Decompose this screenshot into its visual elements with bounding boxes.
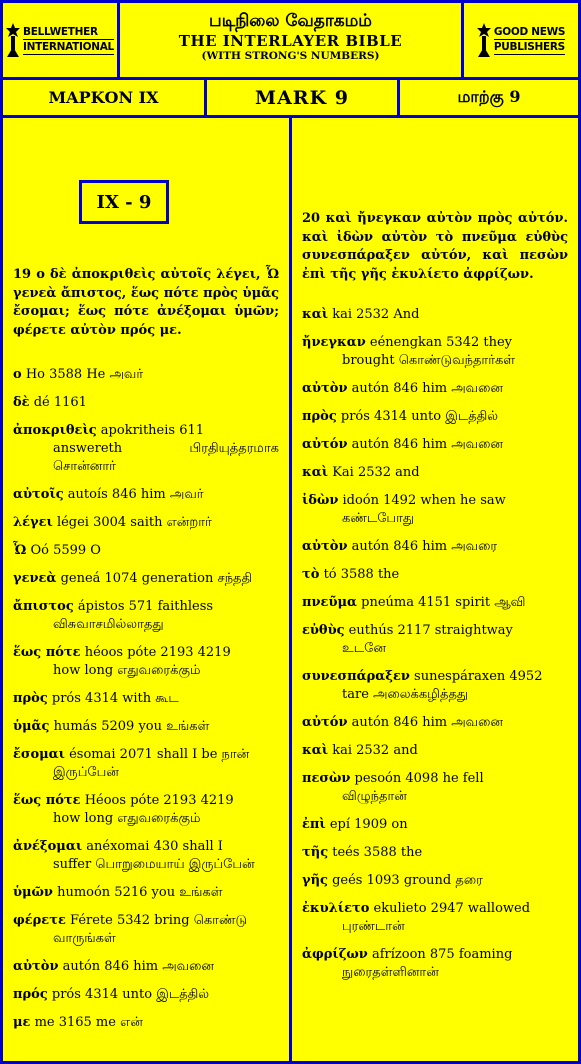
word-gloss: teés 3588 the: [332, 845, 423, 860]
greek-word: ἀποκριθεὶς: [13, 423, 97, 438]
word-gloss-continued: இருப்பேன்: [53, 765, 119, 780]
greek-word: ἰδὼν: [302, 493, 339, 508]
greek-word: αὐτοῖς: [13, 487, 64, 502]
word-gloss: apokritheis 611: [100, 423, 205, 438]
word-gloss: sunespáraxen 4952: [414, 669, 543, 684]
greek-word: ἄπιστος: [13, 599, 74, 614]
word-gloss: me 3165 me என்: [34, 1015, 143, 1030]
greek-word: γῆς: [302, 873, 328, 888]
word-gloss: légei 3004 saith என்றார்: [56, 515, 212, 530]
greek-word: αὐτὸν: [13, 959, 59, 974]
word-gloss: prós 4314 unto இடத்தில்: [340, 409, 499, 424]
word-gloss: autón 846 him அவனை: [351, 715, 504, 730]
word-entry: [13, 644, 279, 680]
word-gloss: Héoos póte 2193 4219: [84, 793, 234, 808]
good-news-logo-box: [464, 3, 578, 77]
word-entry: [302, 408, 568, 426]
greek-word: ἐπὶ: [302, 817, 326, 832]
word-entry: [13, 486, 279, 504]
right-word-list: [302, 306, 568, 982]
word-gloss: humoón 5216 you உங்கள்: [57, 885, 223, 900]
word-entry: [302, 436, 568, 454]
word-gloss: geés 1093 ground தரை: [332, 873, 483, 888]
word-gloss-continued: விழுந்தான்: [342, 789, 407, 804]
word-gloss: anéxomai 430 shall I: [86, 839, 223, 854]
greek-word: συνεσπάραξεν: [302, 669, 410, 684]
word-gloss: Kai 2532 and: [332, 465, 420, 480]
word-gloss: autón 846 him அவனை: [351, 381, 504, 396]
word-entry: [302, 946, 568, 982]
greek-word: ἤνεγκαν: [302, 335, 366, 350]
word-gloss: geneá 1074 generation சந்ததி: [60, 571, 253, 586]
word-gloss: tó 3588 the: [323, 567, 400, 582]
bellwether-logo-text: BELLWETHER INTERNATIONAL: [23, 26, 114, 53]
greek-word: πρός: [13, 987, 48, 1002]
word-entry: [302, 566, 568, 584]
word-entry: [13, 542, 279, 560]
word-gloss: pneúma 4151 spirit ஆவி: [361, 595, 526, 610]
word-entry: [13, 514, 279, 532]
greek-word: ἐκυλίετο: [302, 901, 370, 916]
good-news-logo-text: GOOD NEWS PUBLISHERS: [493, 26, 566, 53]
greek-word: καὶ: [302, 465, 329, 480]
greek-word: ο: [13, 367, 22, 382]
nav-english[interactable]: [207, 80, 397, 115]
word-entry: [302, 380, 568, 398]
word-entry: [302, 306, 568, 324]
word-gloss: héoos póte 2193 4219: [84, 645, 231, 660]
left-word-list: [13, 366, 279, 1032]
verse-20: 20 καὶ ἤνεγκαν αὐτὸν πρὸς αὐτόν. καὶ ἰδὼν αὐτὸν τὸ πνεῦμα εὐθὺς συνεσπάραξεν αὐτόν, καὶ πεσὼν ἐπὶ τῆς γῆς ἐκυλίετο ἀφρίζων.: [302, 211, 568, 282]
title-english: THE INTERLAYER BIBLE: [178, 32, 403, 50]
word-entry: [302, 334, 568, 370]
greek-word: πρὸς: [302, 409, 337, 424]
greek-word: αὐτὸν: [302, 381, 348, 396]
word-entry: [13, 838, 279, 874]
greek-word: πνεῦμα: [302, 595, 357, 610]
greek-word: ἕως πότε: [13, 645, 81, 660]
greek-word: ἀνέξομαι: [13, 839, 83, 854]
word-entry: [13, 366, 279, 384]
nav-greek-label: ΜΑΡΚΟΝ IX: [48, 88, 159, 107]
word-gloss-continued: answereth பிரதியுத்தரமாக சொன்னார்: [53, 441, 279, 474]
word-gloss-continued: நுரைதள்ளினான்: [342, 965, 439, 980]
word-gloss: prós 4314 with கூட: [51, 691, 179, 706]
word-entry: [302, 900, 568, 936]
word-entry: [302, 492, 568, 528]
greek-word: πεσὼν: [302, 771, 351, 786]
word-entry: [13, 958, 279, 976]
right-content: [302, 210, 568, 992]
word-gloss-continued: புரண்டான்: [342, 919, 405, 934]
greek-word: με: [13, 1015, 31, 1030]
word-entry: [302, 742, 568, 760]
word-entry: [302, 464, 568, 482]
word-gloss-continued: கண்டபோது: [342, 511, 415, 526]
word-gloss: idoón 1492 when he saw: [342, 493, 506, 508]
word-gloss: prós 4314 unto இடத்தில்: [51, 987, 210, 1002]
greek-word: γενεὰ: [13, 571, 57, 586]
word-gloss-continued: tare அலைக்கழித்தது: [342, 687, 469, 702]
word-entry: [302, 714, 568, 732]
word-gloss: autoís 846 him அவர்: [67, 487, 204, 502]
verse-19: 19 ο δὲ ἀποκριθεὶς αὐτοῖς λέγει, Ὦ γενεὰ ἄπιστος, ἕως πότε πρὸς ὑμᾶς ἔσομαι; ἕως πότε ἀνέξομαι ὑμῶν; φέρετε αὐτὸν πρός με.: [13, 267, 279, 338]
left-content: [13, 266, 279, 1042]
word-gloss: afrízoon 875 foaming: [371, 947, 513, 962]
word-gloss: Ho 3588 He அவர்: [25, 367, 144, 382]
word-gloss: autón 846 him அவனை: [351, 437, 504, 452]
title-subtitle: (WITH STRONG'S NUMBERS): [201, 50, 380, 62]
word-gloss: ápistos 571 faithless: [77, 599, 214, 614]
word-gloss: ekulieto 2947 wallowed: [373, 901, 531, 916]
greek-word: πρὸς: [13, 691, 48, 706]
word-gloss: kai 2532 And: [332, 307, 420, 322]
word-gloss: humás 5209 you உங்கள்: [53, 719, 210, 734]
greek-word: ὑμῶν: [13, 885, 53, 900]
word-entry: [13, 422, 279, 476]
word-entry: [13, 690, 279, 708]
greek-word: τὸ: [302, 567, 320, 582]
greek-word: αὐτόν: [302, 437, 348, 452]
word-entry: [302, 844, 568, 862]
word-entry: [302, 872, 568, 890]
greek-word: εὐθὺς: [302, 623, 345, 638]
word-entry: [302, 622, 568, 658]
greek-word: ἔσομαι: [13, 747, 65, 762]
greek-word: αὐτὸν: [302, 539, 348, 554]
title-tamil: படிநிலை வேதாகமம்: [209, 11, 372, 31]
greek-word: ὑμᾶς: [13, 719, 50, 734]
word-gloss-continued: வாருங்கள்: [53, 931, 116, 946]
greek-word: λέγει: [13, 515, 53, 530]
word-gloss: autón 846 him அவனை: [62, 959, 215, 974]
word-gloss: dé 1161: [33, 395, 87, 410]
word-gloss: pesoón 4098 he fell: [354, 771, 484, 786]
greek-word: τῆς: [302, 845, 329, 860]
word-entry: [302, 770, 568, 806]
nav-tamil-label: மாற்கு 9: [457, 87, 521, 106]
word-entry: [13, 986, 279, 1004]
word-entry: [13, 1014, 279, 1032]
word-gloss: autón 846 him அவரை: [351, 539, 498, 554]
word-gloss-continued: விசுவாசமில்லாதது: [53, 617, 164, 632]
word-entry: [13, 718, 279, 736]
greek-word: φέρετε: [13, 913, 66, 928]
word-entry: [13, 884, 279, 902]
greek-word: καὶ: [302, 743, 329, 758]
chapter-badge: IX - 9: [79, 180, 169, 224]
word-entry: [302, 538, 568, 556]
word-entry: [13, 912, 279, 948]
word-gloss: eénengkan 5342 they: [369, 335, 513, 350]
word-gloss-continued: how long எதுவரைக்கும்: [53, 811, 201, 826]
word-entry: [302, 816, 568, 834]
word-entry: [13, 792, 279, 828]
greek-word: δὲ: [13, 395, 30, 410]
word-gloss-continued: brought கொண்டுவந்தார்கள்: [342, 353, 516, 368]
greek-word: Ὦ: [13, 543, 27, 558]
good-news-logo-icon: [477, 23, 491, 57]
word-entry: [13, 394, 279, 412]
word-gloss: Oó 5599 O: [30, 543, 101, 558]
word-gloss: Férete 5342 bring கொண்டு: [70, 913, 248, 928]
nav-tamil[interactable]: [400, 80, 578, 115]
word-entry: [13, 570, 279, 588]
nav-english-label: MARK 9: [255, 86, 349, 109]
word-gloss-continued: உடனே: [342, 641, 386, 656]
title-block: [120, 3, 461, 77]
bellwether-logo-box: [3, 3, 117, 77]
greek-word: ἕως πότε: [13, 793, 81, 808]
word-gloss-continued: how long எதுவரைக்கும்: [53, 663, 201, 678]
word-entry: [302, 668, 568, 704]
word-entry: [13, 746, 279, 782]
word-gloss: epí 1909 on: [329, 817, 408, 832]
bellwether-logo-icon: [6, 23, 20, 57]
greek-word: ἀφρίζων: [302, 947, 368, 962]
word-gloss: euthús 2117 straightway: [348, 623, 513, 638]
greek-word: αὐτόν: [302, 715, 348, 730]
greek-word: καὶ: [302, 307, 329, 322]
word-entry: [302, 594, 568, 612]
word-gloss-continued: suffer பொறுமையாய் இருப்பேன்: [53, 857, 255, 872]
word-gloss: kai 2532 and: [332, 743, 418, 758]
word-gloss: ésomai 2071 shall I be நான்: [69, 747, 250, 762]
word-entry: [13, 598, 279, 634]
nav-greek[interactable]: [3, 80, 204, 115]
